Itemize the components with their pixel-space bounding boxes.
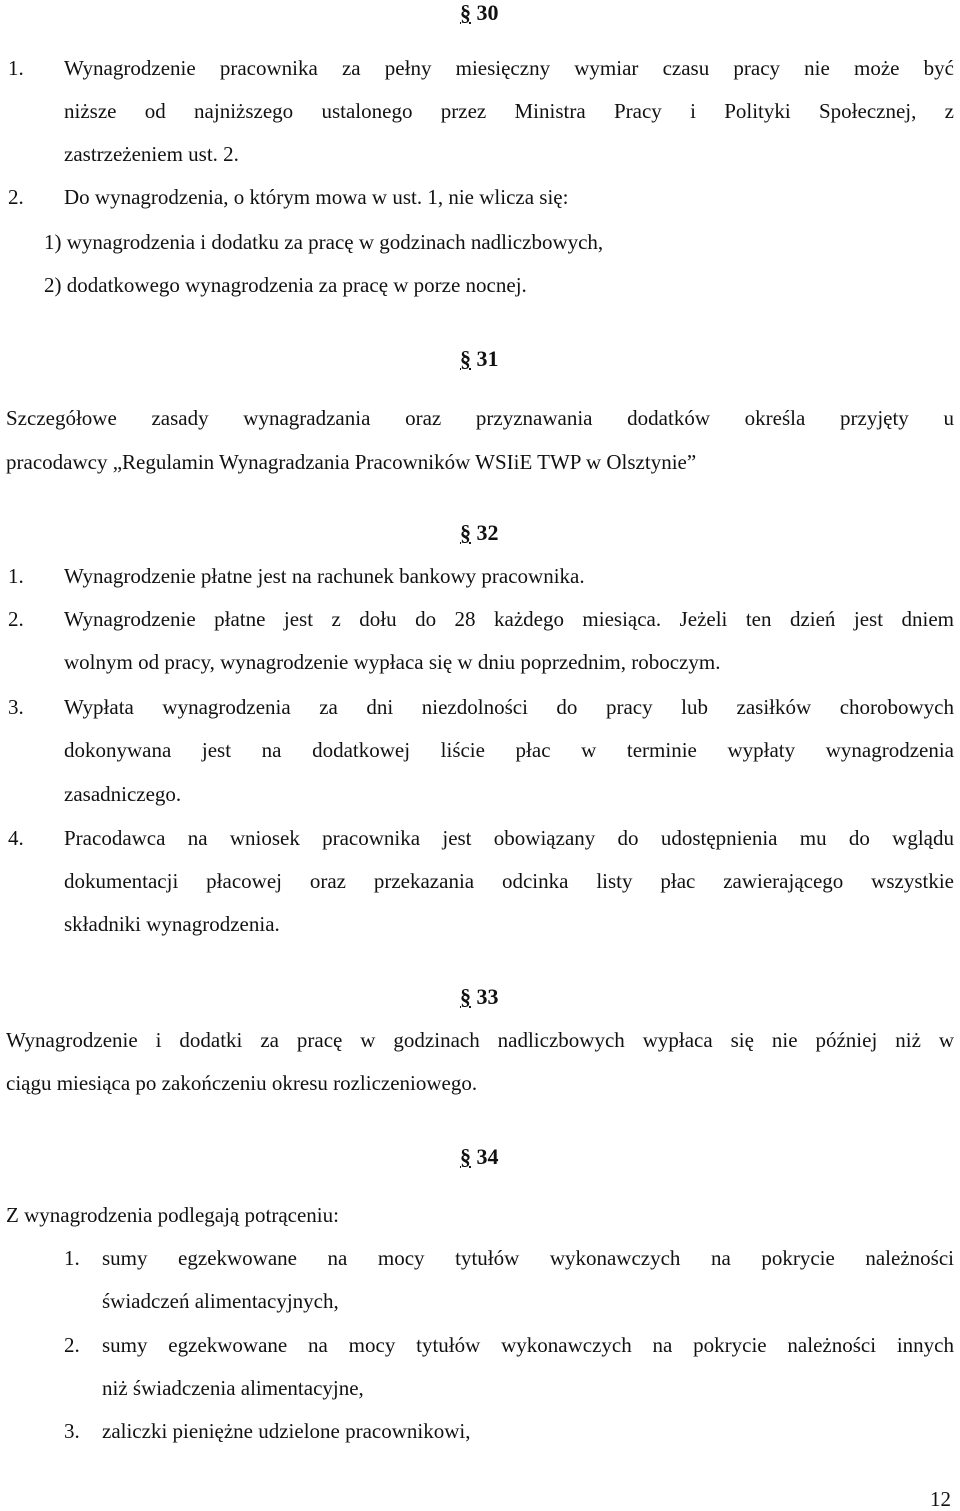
paragraph-line: Szczegółowe zasady wynagradzania oraz przyznawania dodatków określa przyjęty u [6, 406, 954, 430]
list-item-line: sumy egzekwowane na mocy tytułów wykonawczych na pokrycie należności innych [102, 1333, 954, 1357]
section-number: 30 [476, 0, 499, 25]
list-item-line: niż świadczenia alimentacyjne, [102, 1376, 364, 1400]
list-item-line: sumy egzekwowane na mocy tytułów wykonawczych na pokrycie należności [102, 1246, 954, 1270]
section-number: 34 [476, 1144, 499, 1169]
paragraph-line: pracodawcy „Regulamin Wynagradzania Pracowników WSIiE TWP w Olsztynie” [6, 450, 697, 474]
paragraph-line: zastrzeżeniem ust. 2. [64, 142, 239, 166]
paragraph-line: Pracodawca na wniosek pracownika jest obowiązany do udostępnienia mu do wglądu [64, 826, 954, 850]
list-number: 3. [64, 1419, 80, 1443]
page-number: 12 [930, 1487, 951, 1511]
paragraph-number: 3. [8, 695, 24, 719]
paragraph-line: Wynagrodzenie i dodatki za pracę w godzinach nadliczbowych wypłaca się nie później niż w [6, 1028, 954, 1052]
section-symbol: § [460, 1144, 471, 1169]
paragraph-line: Wypłata wynagrodzenia za dni niezdolności do pracy lub zasiłków chorobowych [64, 695, 954, 719]
paragraph-number: 1. [8, 56, 24, 80]
paragraph-number: 4. [8, 826, 24, 850]
section-number: 33 [476, 984, 499, 1009]
paragraph-line: zasadniczego. [64, 782, 182, 806]
section-30-heading [460, 1, 499, 25]
paragraph-line: Wynagrodzenie pracownika za pełny miesięczny wymiar czasu pracy nie może być [64, 56, 954, 80]
paragraph-line: niższe od najniższego ustalonego przez Ministra Pracy i Polityki Społecznej, z [64, 99, 954, 123]
section-symbol: § [460, 520, 471, 545]
section-number: 32 [476, 520, 499, 545]
paragraph-line: dokonywana jest na dodatkowej liście płac w terminie wypłaty wynagrodzenia [64, 738, 954, 762]
list-number: 2. [64, 1333, 80, 1357]
paragraph-line: Z wynagrodzenia podlegają potrąceniu: [6, 1203, 339, 1227]
section-33-heading [460, 985, 499, 1009]
list-item-line: świadczeń alimentacyjnych, [102, 1289, 339, 1313]
section-number: 31 [476, 346, 499, 371]
section-symbol: § [460, 984, 471, 1009]
paragraph-line: Wynagrodzenie płatne jest z dołu do 28 każdego miesiąca. Jeżeli ten dzień jest dniem [64, 607, 954, 631]
paragraph-line: składniki wynagrodzenia. [64, 912, 280, 936]
list-item: 1) wynagrodzenia i dodatku za pracę w godzinach nadliczbowych, [44, 230, 604, 254]
list-item-line: zaliczki pieniężne udzielone pracownikowi, [102, 1419, 471, 1443]
paragraph-line: ciągu miesiąca po zakończeniu okresu rozliczeniowego. [6, 1071, 478, 1095]
paragraph-line: dokumentacji płacowej oraz przekazania odcinka listy płac zawierającego wszystkie [64, 869, 954, 893]
section-symbol: § [460, 0, 471, 25]
list-item: 2) dodatkowego wynagrodzenia za pracę w porze nocnej. [44, 273, 527, 297]
paragraph-number: 2. [8, 607, 24, 631]
section-32-heading [460, 521, 499, 545]
paragraph-number: 1. [8, 564, 24, 588]
section-34-heading [460, 1145, 499, 1169]
paragraph-line: wolnym od pracy, wynagrodzenie wypłaca się w dniu poprzednim, roboczym. [64, 650, 721, 674]
section-symbol: § [460, 346, 471, 371]
paragraph-line: Do wynagrodzenia, o którym mowa w ust. 1, nie wlicza się: [64, 185, 569, 209]
paragraph-number: 2. [8, 185, 24, 209]
paragraph-line: Wynagrodzenie płatne jest na rachunek bankowy pracownika. [64, 564, 585, 588]
section-31-heading [460, 347, 499, 371]
list-number: 1. [64, 1246, 80, 1270]
